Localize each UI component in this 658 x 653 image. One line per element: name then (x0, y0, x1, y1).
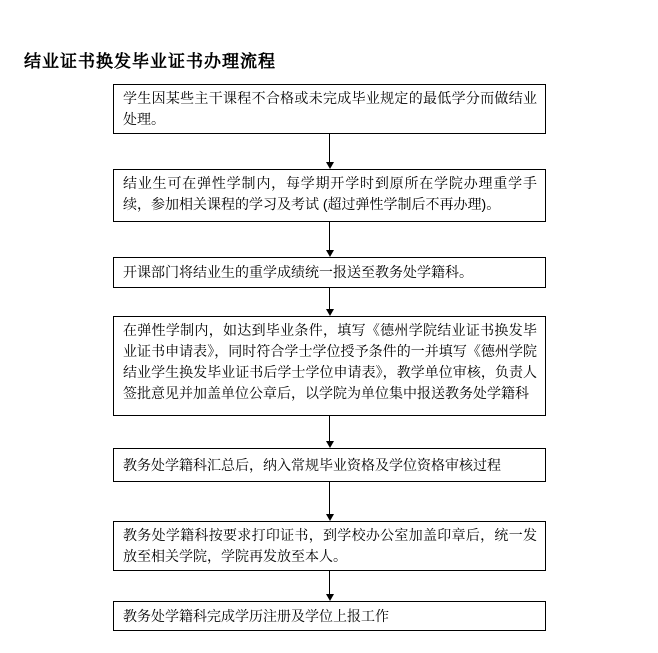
arrow-down-icon (326, 309, 334, 316)
flow-step-7-text: 教务处学籍科完成学历注册及学位上报工作 (123, 607, 389, 624)
flow-step-6-text: 教务处学籍科按要求打印证书，到学校办公室加盖印章后，统一发放至相关学院，学院再发放至本人。 (123, 527, 537, 564)
flow-connector-2 (325, 222, 334, 257)
flow-step-1 (113, 84, 546, 134)
arrow-down-icon (326, 441, 334, 448)
flow-connector-1 (325, 134, 334, 169)
arrow-shaft (329, 134, 330, 162)
flow-step-3-text: 开课部门将结业生的重学成绩统一报送至教务处学籍科。 (123, 264, 473, 280)
flowchart (113, 84, 546, 631)
flow-step-3 (113, 257, 546, 288)
flow-connector-4 (325, 416, 334, 448)
flow-connector-5 (325, 482, 334, 521)
arrow-down-icon (326, 250, 334, 257)
flow-step-2 (113, 169, 546, 222)
flow-step-5-text: 教务处学籍科汇总后，纳入常规毕业资格及学位资格审核过程 (123, 456, 501, 473)
flow-step-2-text: 结业生可在弹性学制内，每学期开学时到原所在学院办理重学手续，参加相关课程的学习及考试 (超过弹性学制后不再办理)。 (123, 175, 537, 212)
flow-connector-3 (325, 288, 334, 316)
arrow-shaft (329, 416, 330, 441)
flow-step-6 (113, 521, 546, 571)
flow-step-5 (113, 448, 546, 482)
page-title: 结业证书换发毕业证书办理流程 (24, 52, 276, 72)
flow-step-4-text: 在弹性学制内，如达到毕业条件，填写《德州学院结业证书换发毕业证书申请表》，同时符合学士学位授予条件的一并填写《德州学院结业学生换发毕业证书后学士学位申请表》，教学单位审核，负责人签批意见并加盖单位公章后，以学院为单位集中报送教务处学籍科 (123, 322, 537, 401)
arrow-shaft (329, 482, 330, 514)
flow-step-7 (113, 601, 546, 631)
flow-step-1-text: 学生因某些主干课程不合格或未完成毕业规定的最低学分而做结业处理。 (123, 90, 537, 127)
arrow-down-icon (326, 594, 334, 601)
arrow-down-icon (326, 162, 334, 169)
arrow-shaft (329, 222, 330, 250)
arrow-down-icon (326, 514, 334, 521)
arrow-shaft (329, 288, 330, 309)
arrow-shaft (329, 571, 330, 594)
flow-connector-6 (325, 571, 334, 601)
flow-step-4 (113, 316, 546, 416)
